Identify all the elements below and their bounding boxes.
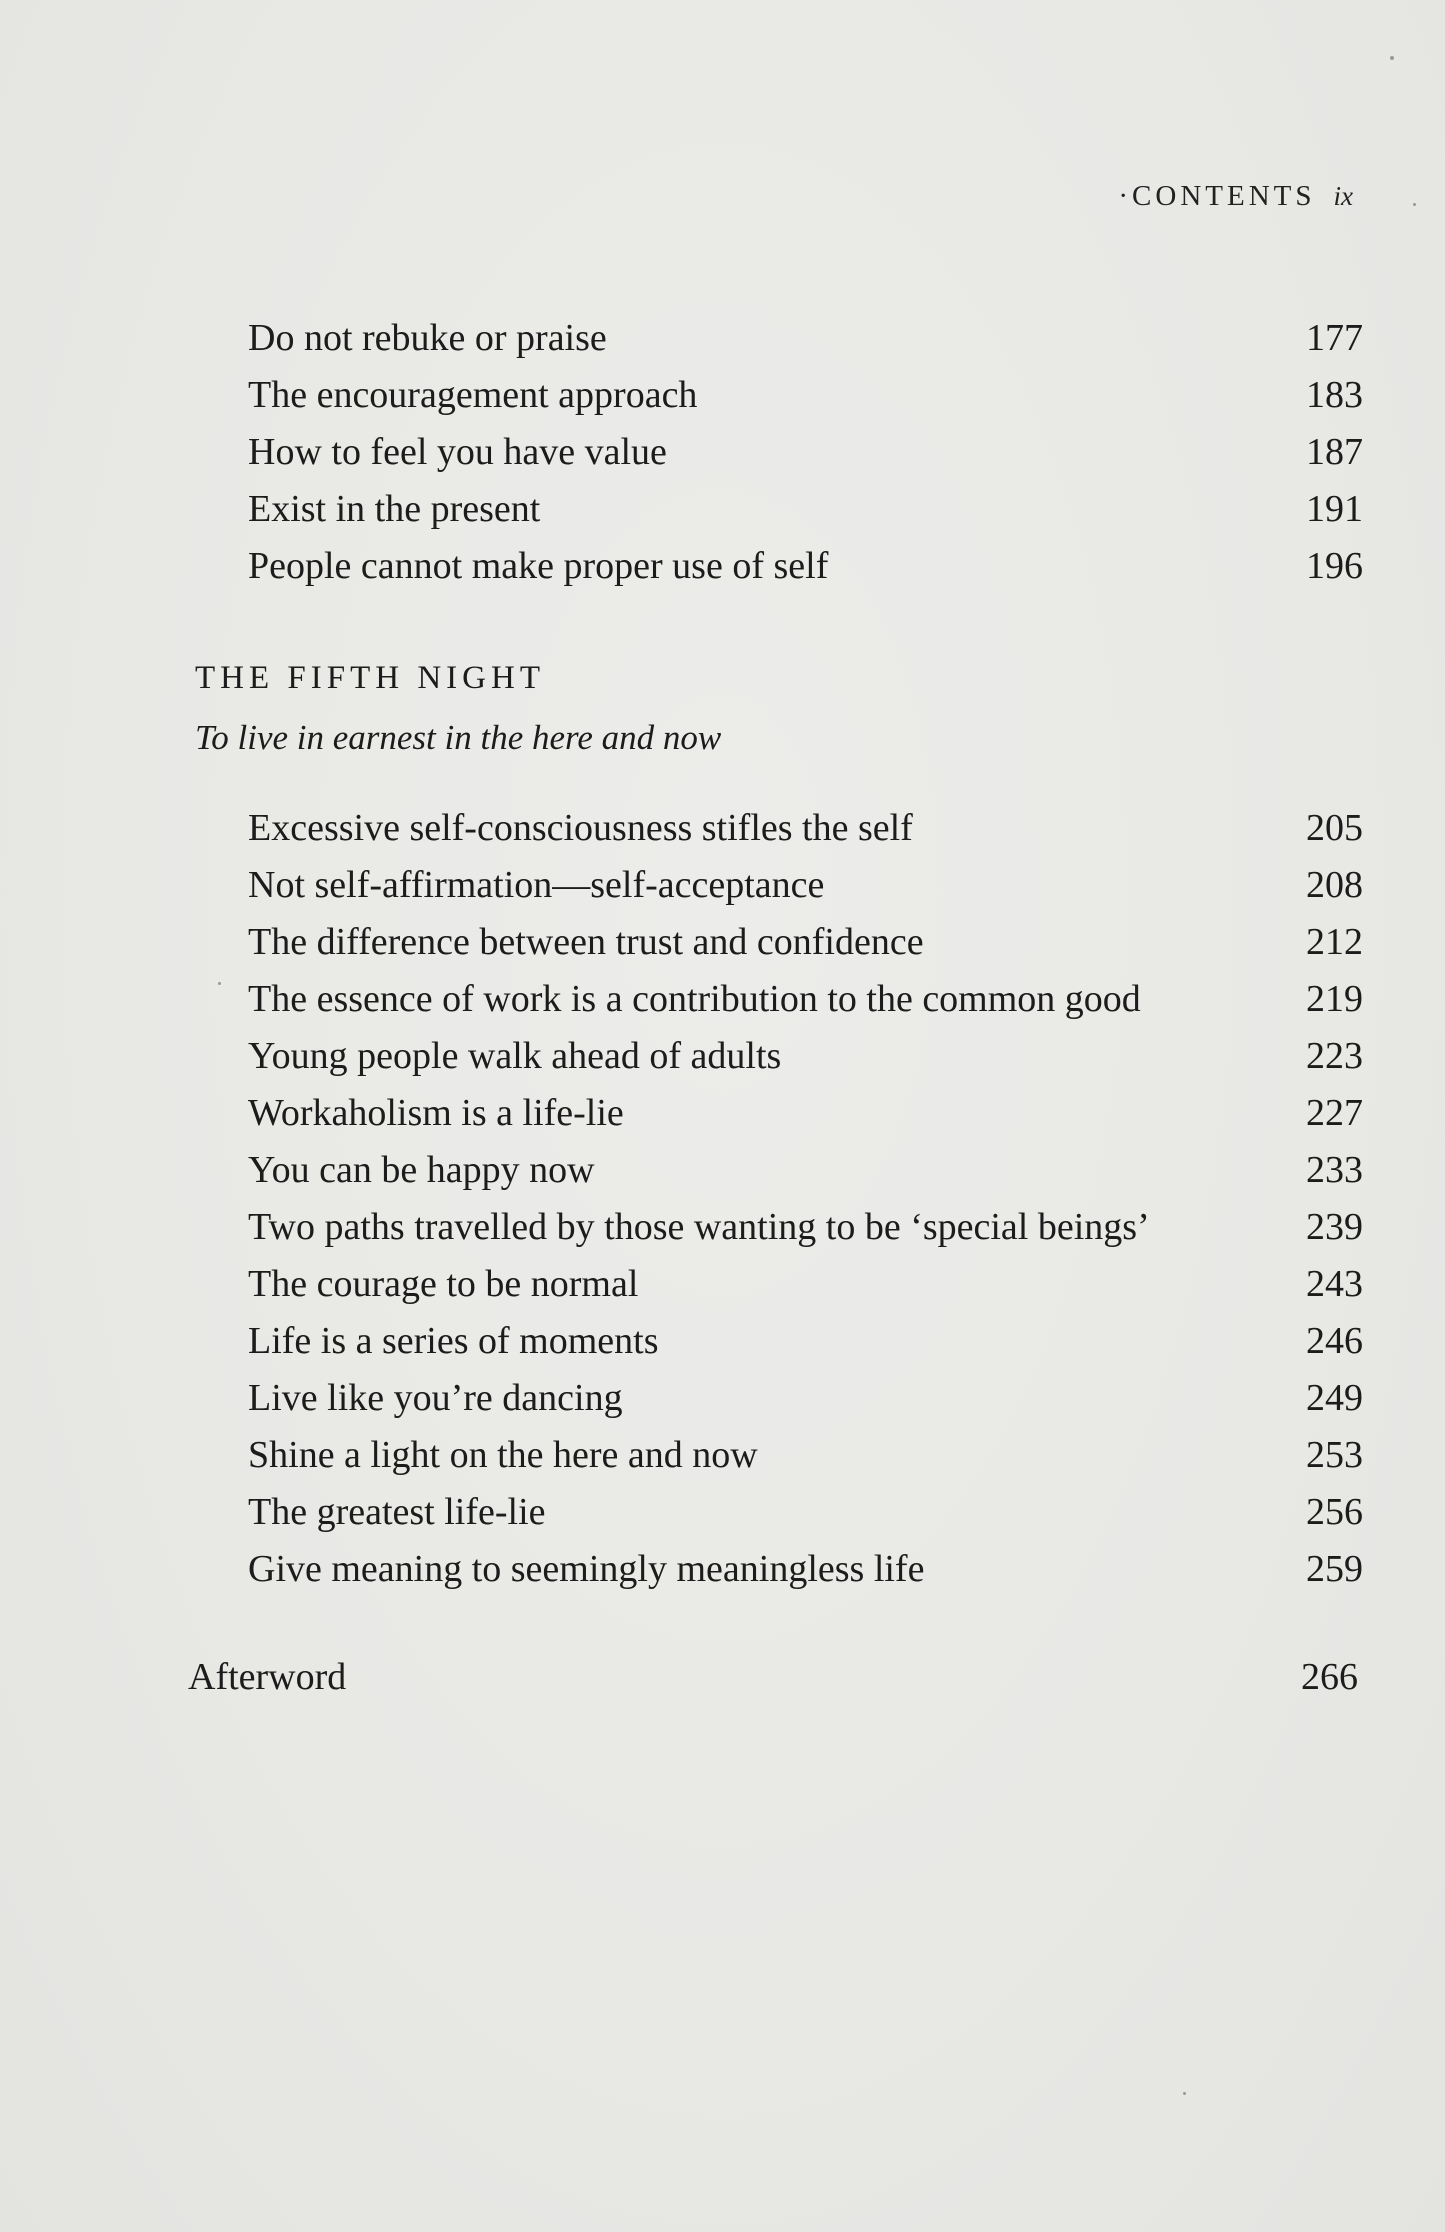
toc-entry-page: 191 [1306, 488, 1363, 530]
toc-entry-title: The encouragement approach [248, 374, 698, 416]
toc-entry-title: People cannot make proper use of self [248, 545, 829, 587]
toc-entry-page: 212 [1306, 921, 1363, 963]
toc-entry [248, 1313, 1363, 1370]
toc-entry [248, 1427, 1363, 1484]
toc-entry [248, 1028, 1363, 1085]
toc-entry [248, 1142, 1363, 1199]
toc-entry [248, 857, 1363, 914]
paper-speck [1183, 2092, 1186, 2095]
toc-entry [248, 424, 1363, 481]
paper-speck [1413, 203, 1416, 206]
toc-entry-title: The greatest life-lie [248, 1491, 546, 1533]
paper-speck [1390, 56, 1394, 60]
running-head [1118, 180, 1353, 213]
running-head-label: ·CONTENTS [1118, 180, 1316, 212]
toc-entry-page: 196 [1306, 545, 1363, 587]
toc-entry [248, 481, 1363, 538]
toc-entry-page: 239 [1306, 1206, 1363, 1248]
toc-entry-title: Young people walk ahead of adults [248, 1035, 782, 1077]
toc-entry-title: The essence of work is a contribution to the common good [248, 978, 1141, 1020]
toc-entry [248, 367, 1363, 424]
toc-entry-page: 227 [1306, 1092, 1363, 1134]
toc-entry [248, 1085, 1363, 1142]
toc-entry-title: You can be happy now [248, 1149, 595, 1191]
toc-entry-title: Life is a series of moments [248, 1320, 659, 1362]
afterword-title: Afterword [188, 1656, 347, 1698]
toc-entry-page: 246 [1306, 1320, 1363, 1362]
toc-entry-title: The courage to be normal [248, 1263, 639, 1305]
toc-entry-page: 205 [1306, 807, 1363, 849]
toc-entry [248, 914, 1363, 971]
toc-entry-page: 223 [1306, 1035, 1363, 1077]
toc-afterword [188, 1655, 1358, 1699]
toc-entry-title: Not self-affirmation—self-acceptance [248, 864, 825, 906]
section-subtitle: To live in earnest in the here and now [195, 718, 722, 757]
toc-entry-title: The difference between trust and confidence [248, 921, 924, 963]
toc-entry [248, 1199, 1363, 1256]
toc-entry-page: 253 [1306, 1434, 1363, 1476]
toc-entry-title: Exist in the present [248, 488, 541, 530]
toc-entry-page: 249 [1306, 1377, 1363, 1419]
toc-entries-before [248, 310, 1363, 595]
toc-entry-title: Excessive self-consciousness stifles the self [248, 807, 913, 849]
toc-entry [248, 1484, 1363, 1541]
toc-entry-title: Shine a light on the here and now [248, 1434, 758, 1476]
toc-entry-title: How to feel you have value [248, 431, 667, 473]
toc-entry [248, 1370, 1363, 1427]
toc-entry-page: 208 [1306, 864, 1363, 906]
toc-entry [248, 1256, 1363, 1313]
toc-entry-page: 256 [1306, 1491, 1363, 1533]
toc-entry-page: 219 [1306, 978, 1363, 1020]
toc-entries-fifth-night [248, 800, 1363, 1598]
afterword-page: 266 [1301, 1656, 1358, 1698]
toc-entry [248, 800, 1363, 857]
section-heading: THE FIFTH NIGHT [195, 660, 545, 696]
toc-entry-title: Workaholism is a life-lie [248, 1092, 624, 1134]
toc-entry-title: Give meaning to seemingly meaningless life [248, 1548, 925, 1590]
toc-entry [248, 310, 1363, 367]
toc-entry-title: Do not rebuke or praise [248, 317, 607, 359]
toc-entry-title: Two paths travelled by those wanting to be ‘special beings’ [248, 1206, 1150, 1248]
toc-entry [248, 971, 1363, 1028]
toc-entry [248, 538, 1363, 595]
page-folio: ix [1333, 181, 1353, 211]
toc-entry-title: Live like you’re dancing [248, 1377, 623, 1419]
toc-entry-page: 243 [1306, 1263, 1363, 1305]
toc-entry-page: 259 [1306, 1548, 1363, 1590]
toc-entry [248, 1541, 1363, 1598]
toc-entry-page: 183 [1306, 374, 1363, 416]
toc-entry-page: 177 [1306, 317, 1363, 359]
paper-speck [218, 982, 221, 985]
toc-entry-page: 233 [1306, 1149, 1363, 1191]
toc-entry-page: 187 [1306, 431, 1363, 473]
